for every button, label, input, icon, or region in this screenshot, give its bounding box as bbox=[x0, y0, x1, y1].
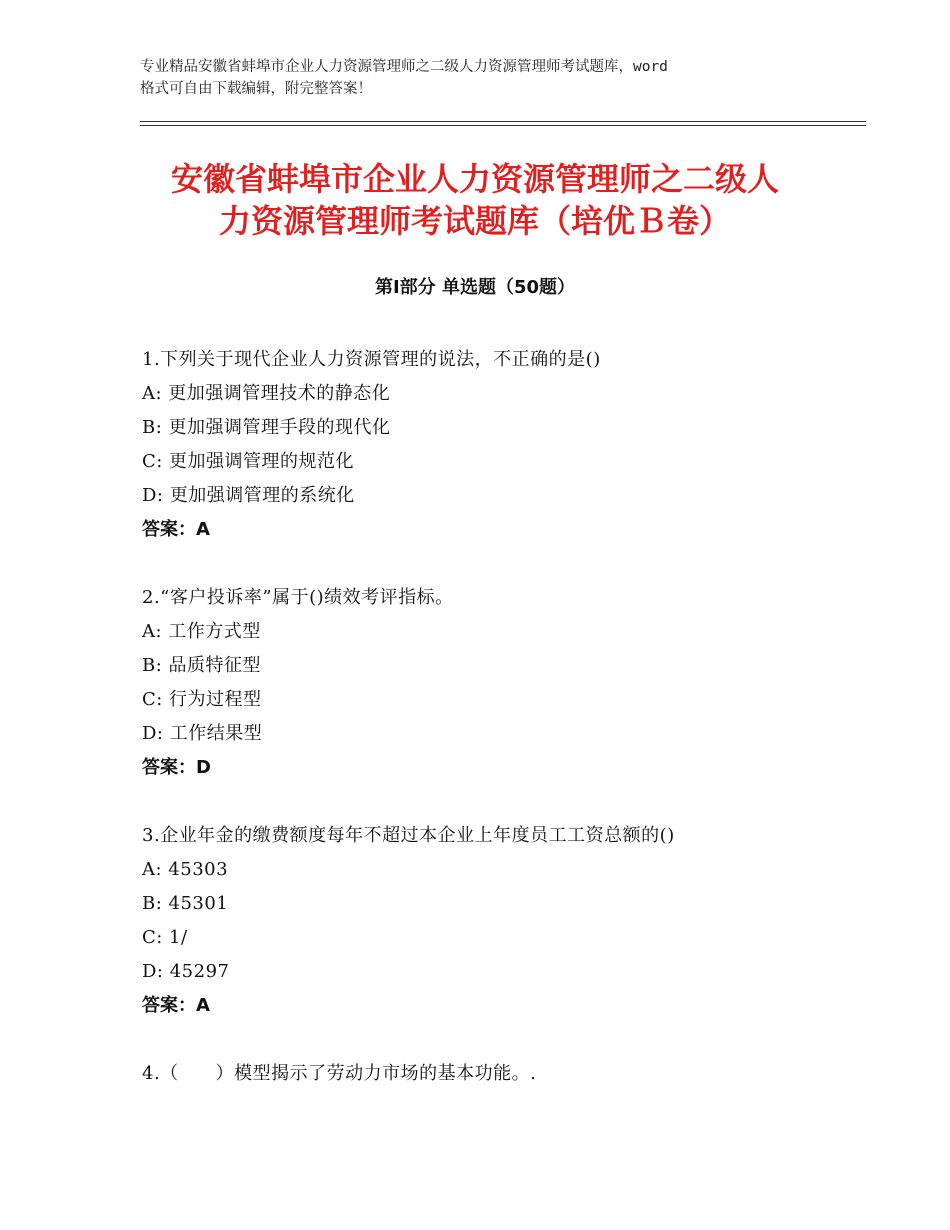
question-4 bbox=[142, 1057, 862, 1091]
question-stem: 1.下列关于现代企业人力资源管理的说法，不正确的是() bbox=[142, 349, 601, 370]
option-c: C: 行为过程型 bbox=[142, 689, 262, 710]
option-b: B: 品质特征型 bbox=[142, 655, 262, 676]
option-d: D: 工作结果型 bbox=[142, 723, 263, 744]
question-1 bbox=[142, 343, 862, 547]
answer: 答案：A bbox=[142, 995, 210, 1016]
question-3 bbox=[142, 819, 862, 1023]
option-a: A: 工作方式型 bbox=[142, 621, 261, 642]
section-heading: 第Ⅰ部分 单选题（50题） bbox=[374, 277, 575, 298]
question-stem: 3.企业年金的缴费额度每年不超过本企业上年度员工工资总额的() bbox=[142, 825, 675, 846]
answer: 答案：D bbox=[142, 757, 211, 778]
document-header-note bbox=[140, 56, 830, 100]
question-list bbox=[142, 343, 862, 1125]
option-b: B: 更加强调管理手段的现代化 bbox=[142, 417, 391, 438]
option-d: D: 45297 bbox=[142, 961, 230, 982]
header-note-line-2: 格式可自由下载编辑，附完整答案！ bbox=[140, 81, 372, 97]
option-b: B: 45301 bbox=[142, 893, 229, 914]
question-stem: 2.“客户投诉率”属于()绩效考评指标。 bbox=[142, 587, 454, 608]
question-2 bbox=[142, 581, 862, 785]
document-title-line-2: 力资源管理师考试题库（培优Ｂ卷） bbox=[218, 202, 731, 240]
option-a: A: 更加强调管理技术的静态化 bbox=[142, 383, 391, 404]
document-title-line-1: 安徽省蚌埠市企业人力资源管理师之二级人 bbox=[170, 160, 779, 198]
question-stem: 4.（ ）模型揭示了劳动力市场的基本功能。. bbox=[142, 1063, 537, 1084]
header-note-line-1: 专业精品安徽省蚌埠市企业人力资源管理师之二级人力资源管理师考试题库，word bbox=[140, 59, 668, 75]
option-c: C: 更加强调管理的规范化 bbox=[142, 451, 355, 472]
answer: 答案：A bbox=[142, 519, 210, 540]
document-title bbox=[120, 158, 830, 242]
option-a: A: 45303 bbox=[142, 859, 229, 880]
option-d: D: 更加强调管理的系统化 bbox=[142, 485, 355, 506]
option-c: C: 1/ bbox=[142, 927, 188, 948]
header-divider bbox=[140, 121, 866, 126]
